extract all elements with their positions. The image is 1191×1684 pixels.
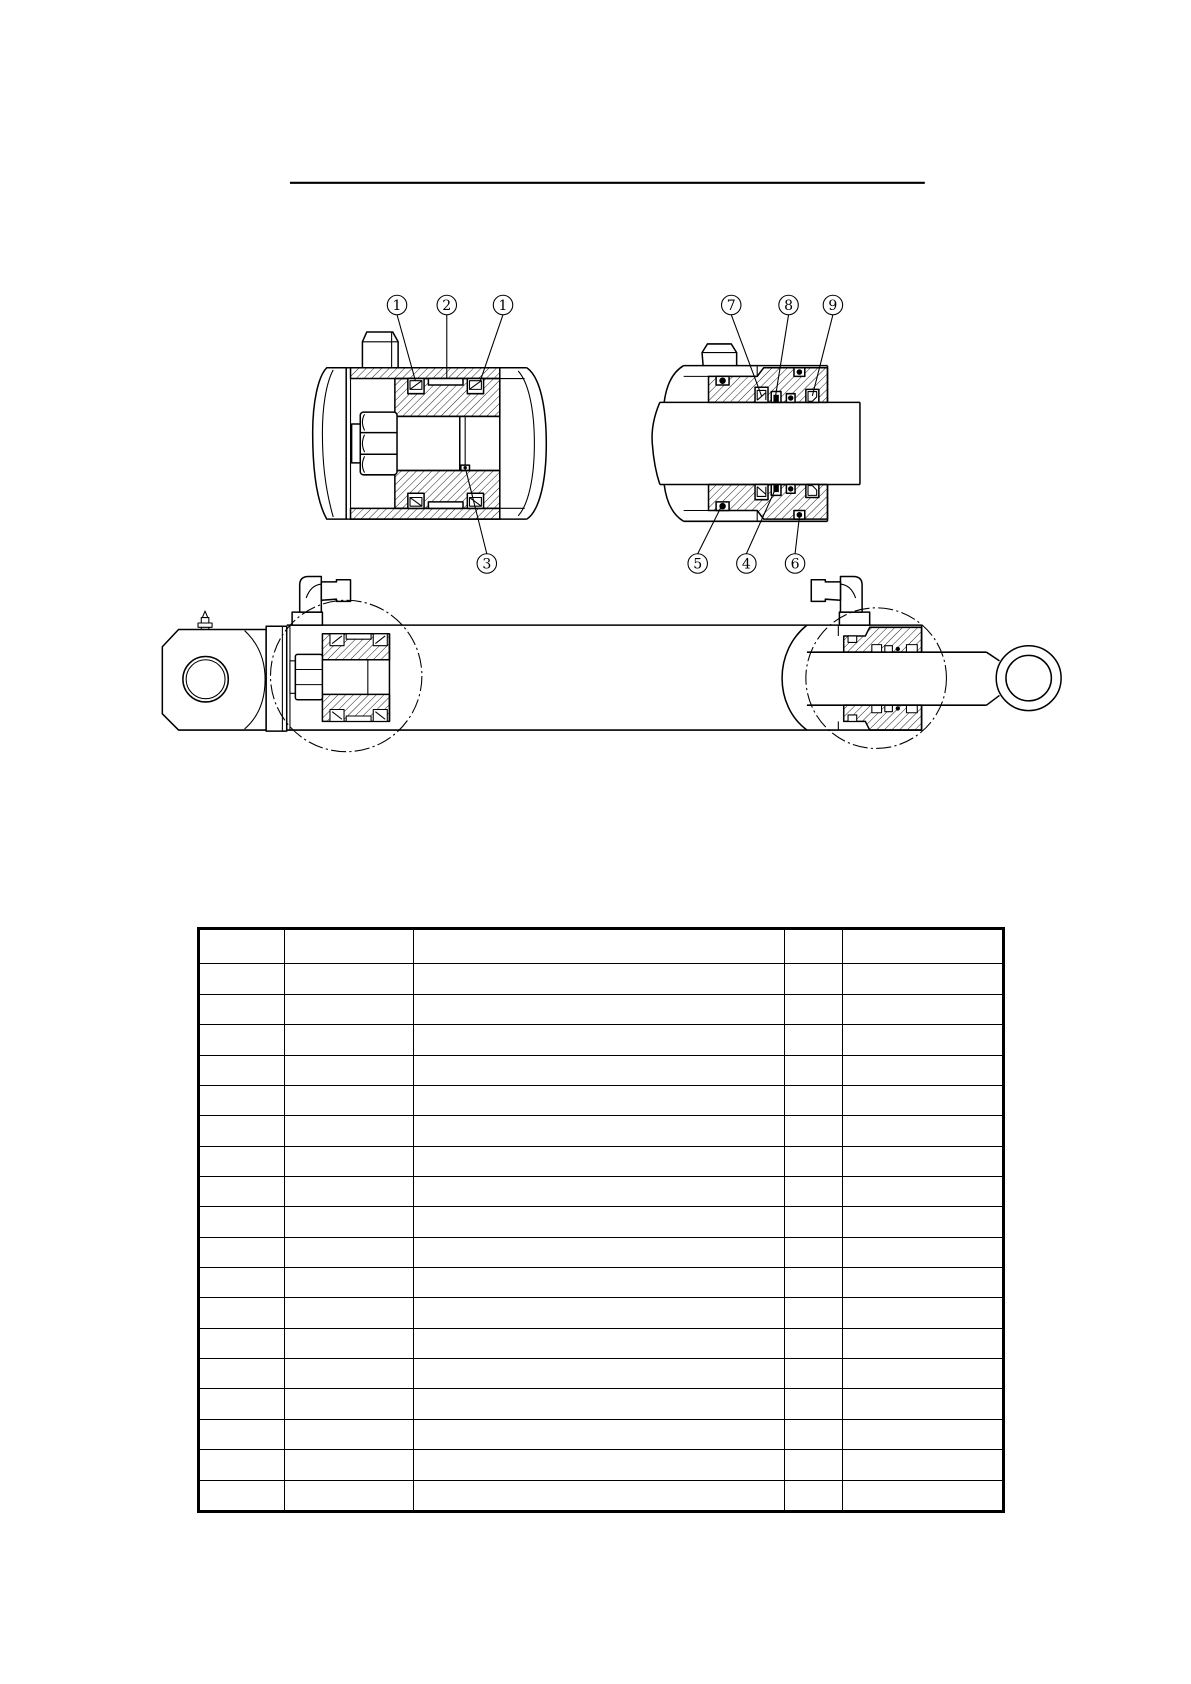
- table-cell: [285, 994, 414, 1024]
- table-cell: [843, 1176, 1004, 1206]
- nipple-tip: [202, 611, 207, 617]
- table-cell: [285, 1116, 414, 1146]
- table-cell: [414, 1237, 785, 1267]
- backup-ring-groove: [885, 705, 893, 711]
- tube-wall-top: [351, 368, 500, 379]
- piston-detail-view: [313, 295, 547, 573]
- table-cell: [285, 1480, 414, 1511]
- elbow-outlet: [811, 580, 840, 602]
- rod-end: [352, 424, 361, 463]
- table-cell: [785, 929, 843, 964]
- table-cell: [843, 964, 1004, 994]
- table-cell: [199, 1419, 285, 1449]
- callout-guide-ring: [437, 295, 456, 378]
- table-cell: [785, 1419, 843, 1449]
- table-row: [199, 1025, 1004, 1055]
- table-cell: [199, 1450, 285, 1480]
- plug-body: [362, 332, 398, 368]
- table-cell: [414, 1480, 785, 1511]
- callout-number: 6: [790, 556, 800, 573]
- backup-ring-groove: [885, 646, 893, 652]
- table-cell: [199, 1480, 285, 1511]
- wiper-groove: [906, 645, 917, 653]
- table-cell: [843, 1268, 1004, 1298]
- grease-nipple: [198, 611, 212, 629]
- table-cell: [843, 1328, 1004, 1358]
- table-cell: [285, 1025, 414, 1055]
- callout-number: 4: [741, 556, 751, 573]
- table-cell: [199, 1359, 285, 1389]
- table-cell: [285, 1450, 414, 1480]
- table-cell: [285, 1298, 414, 1328]
- nut-body: [360, 412, 397, 475]
- table-row: [199, 994, 1004, 1024]
- head-profile: [782, 625, 807, 730]
- table-cell: [285, 1237, 414, 1267]
- leader-line: [795, 517, 799, 554]
- table-cell: [785, 1176, 843, 1206]
- table-row: [199, 1146, 1004, 1176]
- callout-number: 5: [693, 556, 703, 573]
- table-cell: [199, 1146, 285, 1176]
- guide-ring-top: [428, 379, 463, 385]
- table-cell: [199, 1298, 285, 1328]
- table-cell: [785, 1359, 843, 1389]
- table-row: [199, 1268, 1004, 1298]
- table-cell: [285, 1419, 414, 1449]
- guide-ring: [346, 634, 371, 639]
- table-header-row: [199, 929, 1004, 964]
- wiper-groove: [906, 705, 917, 713]
- table-cell: [843, 929, 1004, 964]
- table-row: [199, 1419, 1004, 1449]
- gland-detail-view: [652, 295, 860, 573]
- table-cell: [285, 1328, 414, 1358]
- tube-break-top: [664, 366, 683, 403]
- end-cap-outline: [313, 368, 349, 519]
- callout-number: 3: [482, 556, 492, 573]
- step-o-ring: [797, 512, 803, 518]
- table-cell: [285, 1389, 414, 1419]
- port-plug: [702, 344, 737, 366]
- table-cell: [843, 1298, 1004, 1328]
- table-cell: [785, 1085, 843, 1115]
- end-cap-inner-outline: [322, 370, 333, 517]
- table-cell: [199, 1055, 285, 1085]
- table-cell: [414, 1025, 785, 1055]
- plug-body: [702, 344, 737, 366]
- table-cell: [414, 1116, 785, 1146]
- table-cell: [843, 1480, 1004, 1511]
- table-cell: [285, 1146, 414, 1176]
- table-cell: [414, 1389, 785, 1419]
- rod-seal-groove: [872, 705, 882, 713]
- table-cell: [785, 994, 843, 1024]
- table-cell: [414, 994, 785, 1024]
- table-cell: [843, 1085, 1004, 1115]
- table-cell: [285, 1055, 414, 1085]
- table-cell: [785, 1055, 843, 1085]
- table-row: [199, 1055, 1004, 1085]
- table-row: [199, 1389, 1004, 1419]
- buffer-o-ring: [896, 706, 900, 710]
- step-o-ring: [797, 369, 803, 375]
- table-cell: [785, 1389, 843, 1419]
- rod-seal-groove: [872, 645, 882, 653]
- table-cell: [414, 1450, 785, 1480]
- buffer-o-ring: [788, 395, 793, 400]
- rod-break: [652, 402, 660, 484]
- table-cell: [414, 1359, 785, 1389]
- table-cell: [785, 1207, 843, 1237]
- table-cell: [285, 1359, 414, 1389]
- gland-section: [782, 608, 946, 749]
- rod-end: [290, 661, 295, 693]
- buffer-o-ring: [896, 647, 900, 651]
- table-cell: [414, 1055, 785, 1085]
- table-row: [199, 1237, 1004, 1267]
- buffer-o-ring: [788, 486, 793, 491]
- tube-break-outline: [527, 368, 546, 519]
- table-cell: [414, 929, 785, 964]
- table-cell: [414, 1298, 785, 1328]
- table-cell: [785, 1116, 843, 1146]
- table-row: [199, 1298, 1004, 1328]
- guide-ring-bottom: [428, 502, 463, 508]
- callout-number: 2: [442, 297, 452, 314]
- backup-ring: [773, 395, 778, 403]
- table-cell: [285, 1268, 414, 1298]
- table-cell: [199, 994, 285, 1024]
- table-row: [199, 1450, 1004, 1480]
- callout-number: 1: [392, 297, 402, 314]
- table-cell: [843, 1419, 1004, 1449]
- table-cell: [414, 1207, 785, 1237]
- table-cell: [785, 1328, 843, 1358]
- table-row: [199, 1116, 1004, 1146]
- table-row: [199, 964, 1004, 994]
- table-cell: [785, 1268, 843, 1298]
- table-cell: [843, 1116, 1004, 1146]
- callout-number: 1: [498, 297, 508, 314]
- table-cell: [199, 1328, 285, 1358]
- table-row: [199, 1328, 1004, 1358]
- table-cell: [199, 964, 285, 994]
- inner-o-ring-section: [463, 466, 466, 469]
- table-cell: [414, 1328, 785, 1358]
- tube-break-inner: [518, 371, 534, 516]
- table-cell: [843, 1359, 1004, 1389]
- table-cell: [285, 1176, 414, 1206]
- outer-o-ring-groove: [848, 636, 857, 642]
- table-cell: [199, 1389, 285, 1419]
- table-cell: [414, 1176, 785, 1206]
- port-plug: [362, 332, 398, 368]
- rear-end-cap: [266, 626, 287, 731]
- outer-o-ring: [719, 377, 725, 383]
- table-cell: [285, 929, 414, 964]
- elbow-outlet: [321, 580, 350, 602]
- table-cell: [414, 964, 785, 994]
- table-cell: [285, 1085, 414, 1115]
- piston-nut: [360, 412, 397, 475]
- table-cell: [199, 1207, 285, 1237]
- table-cell: [843, 994, 1004, 1024]
- cylinder-assembly-view: [162, 576, 1061, 751]
- table-cell: [843, 1055, 1004, 1085]
- table-row: [199, 1359, 1004, 1389]
- callout-number: 9: [828, 297, 838, 314]
- table-cell: [199, 1176, 285, 1206]
- port-boss: [839, 612, 869, 625]
- callout-number: 7: [726, 297, 736, 314]
- elbow-body: [300, 576, 322, 612]
- table-cell: [785, 1298, 843, 1328]
- tube-break-bottom: [664, 485, 683, 522]
- table-cell: [199, 1237, 285, 1267]
- elbow-body: [840, 576, 862, 612]
- table-row: [199, 1085, 1004, 1115]
- table-cell: [285, 1207, 414, 1237]
- table-cell: [785, 1237, 843, 1267]
- table-cell: [785, 1450, 843, 1480]
- nipple-hex: [198, 623, 212, 627]
- parts-table-body: [199, 929, 1004, 1512]
- table-cell: [199, 929, 285, 964]
- callout-step-o-ring: [785, 517, 804, 573]
- rear-clevis: [162, 629, 266, 730]
- table-cell: [199, 1085, 285, 1115]
- table-cell: [199, 1025, 285, 1055]
- table-cell: [785, 1146, 843, 1176]
- table-cell: [414, 1085, 785, 1115]
- table-row: [199, 1176, 1004, 1206]
- table-cell: [199, 1268, 285, 1298]
- piston-nut: [295, 654, 322, 699]
- table-row: [199, 1480, 1004, 1511]
- table-cell: [843, 1025, 1004, 1055]
- table-cell: [414, 1419, 785, 1449]
- table-cell: [785, 1025, 843, 1055]
- table-cell: [843, 1146, 1004, 1176]
- table-cell: [199, 1116, 285, 1146]
- callout-number: 8: [784, 297, 794, 314]
- outer-o-ring-groove: [848, 715, 857, 721]
- table-cell: [843, 1207, 1004, 1237]
- callout-outer-o-ring: [688, 506, 722, 573]
- parts-table: [197, 927, 1005, 1513]
- guide-ring: [346, 716, 371, 721]
- table-cell: [843, 1237, 1004, 1267]
- table-cell: [785, 1480, 843, 1511]
- table-cell: [785, 964, 843, 994]
- table-cell: [843, 1450, 1004, 1480]
- port-boss: [292, 612, 322, 625]
- leader-line: [698, 506, 722, 554]
- table-cell: [414, 1146, 785, 1176]
- table-cell: [843, 1389, 1004, 1419]
- table-cell: [285, 964, 414, 994]
- table-cell: [414, 1268, 785, 1298]
- table-row: [199, 1207, 1004, 1237]
